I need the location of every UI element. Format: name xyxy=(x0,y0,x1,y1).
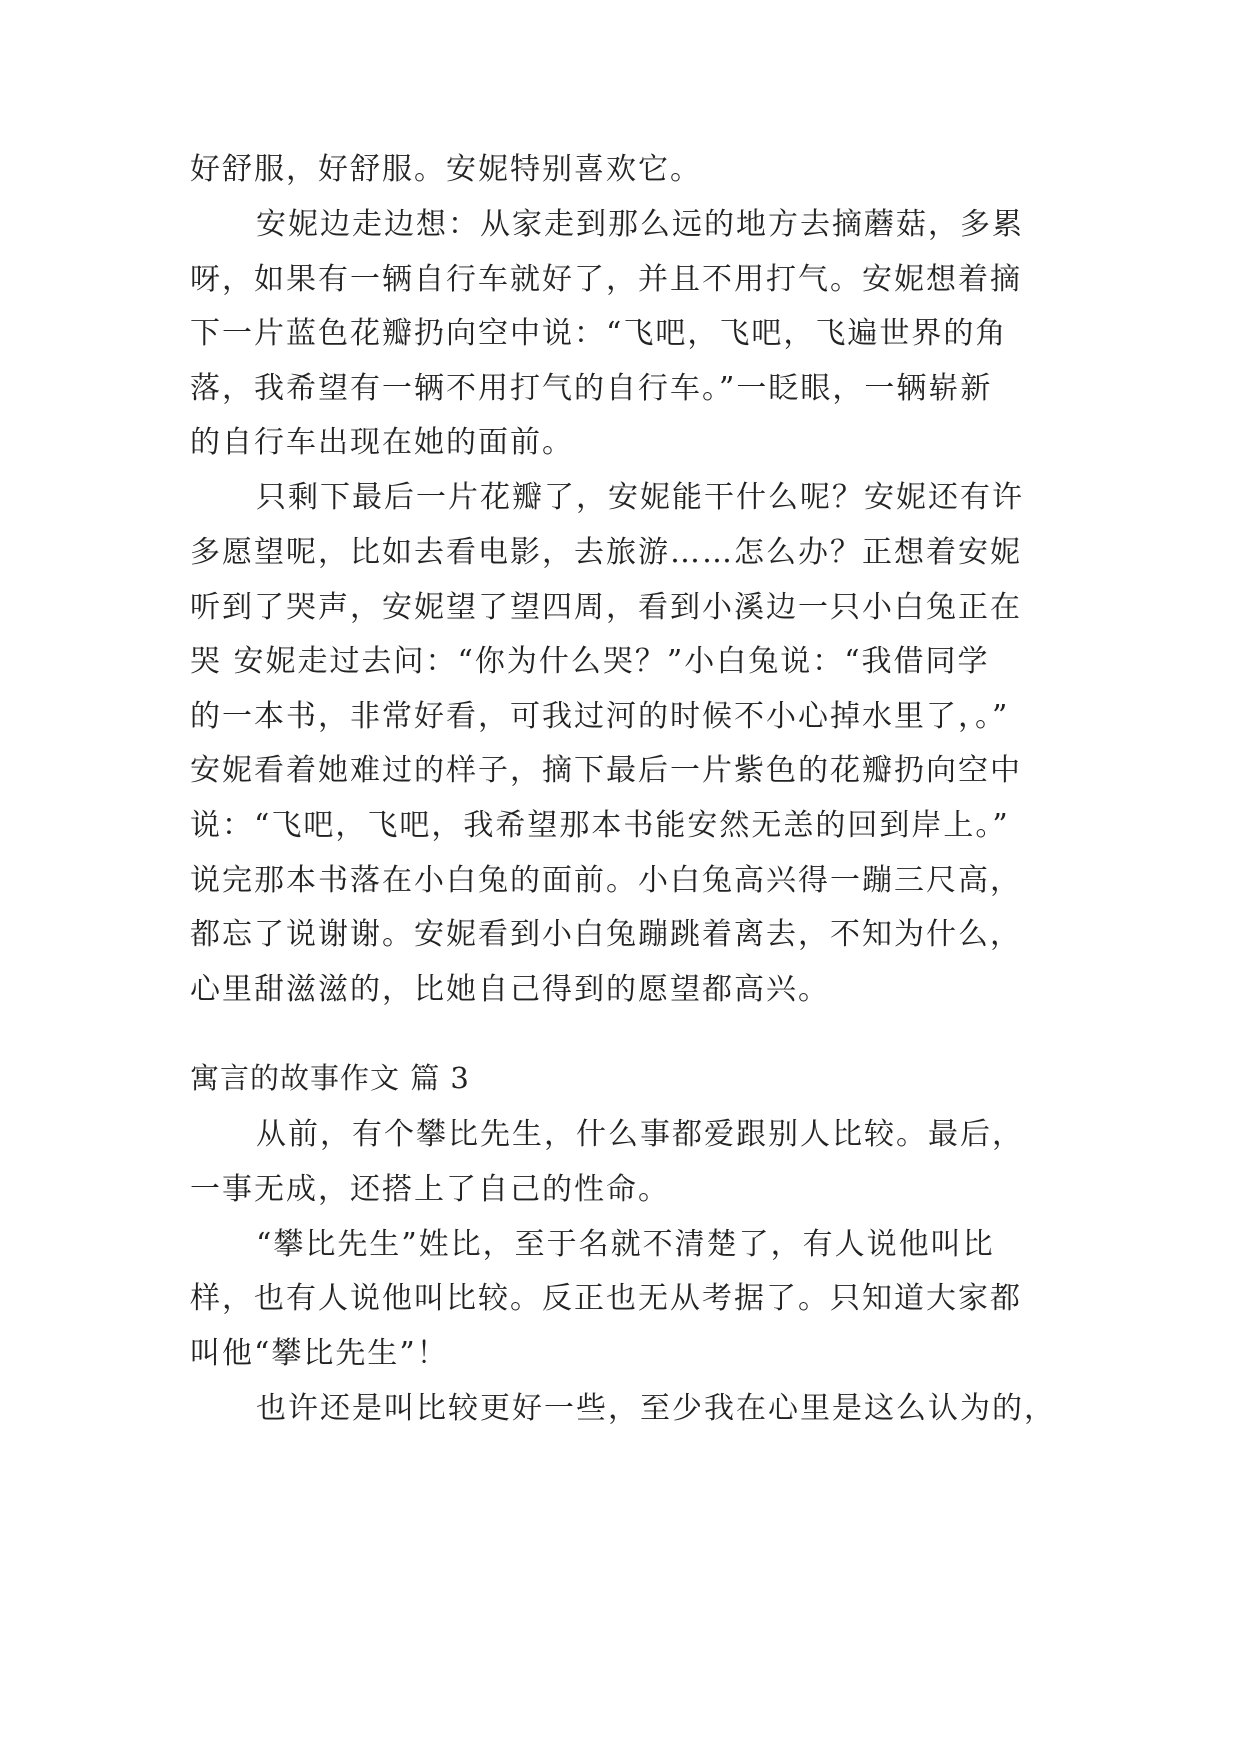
paragraph-start: “攀比先生”姓比，至于名就不清楚了，有人说他叫比 xyxy=(256,1227,995,1262)
paragraph-start: 也许还是叫比较更好一些，至少我在心里是这么认为的， xyxy=(256,1391,1056,1426)
paragraph-start: 安妮边走边想：从家走到那么远的地方去摘蘑菇，多累 xyxy=(256,207,1024,242)
paragraph-start: 只剩下最后一片花瓣了，安妮能干什么呢？安妮还有许 xyxy=(256,480,1024,515)
paragraph-start: 从前，有个攀比先生，什么事都爱跟别人比较。最后， xyxy=(256,1117,1024,1152)
text-line: 都忘了说谢谢。安妮看到小白兔蹦跳着离去，不知为什么， xyxy=(190,917,1022,952)
text-line: 安妮看着她难过的样子，摘下最后一片紫色的花瓣扔向空中 xyxy=(190,753,1022,788)
text-line: 心里甜滋滋的，比她自己得到的愿望都高兴。 xyxy=(190,972,830,1007)
text-line: 说：“飞吧，飞吧，我希望那本书能安然无恙的回到岸上。” xyxy=(190,808,1010,843)
section-heading: 寓言的故事作文 篇 3 xyxy=(190,1061,470,1095)
text-line: 叫他“攀比先生”！ xyxy=(190,1336,449,1371)
text-line: 好舒服，好舒服。安妮特别喜欢它。 xyxy=(190,152,702,187)
text-line: 的自行车出现在她的面前。 xyxy=(190,425,574,460)
text-line: 听到了哭声，安妮望了望四周，看到小溪边一只小白兔正在 xyxy=(190,590,1022,625)
text-line: 的一本书，非常好看，可我过河的时候不小心掉水里了，。” xyxy=(190,699,1010,734)
text-line: 样，也有人说他叫比较。反正也无从考据了。只知道大家都 xyxy=(190,1281,1022,1316)
text-line: 下一片蓝色花瓣扔向空中说：“飞吧，飞吧，飞遍世界的角 xyxy=(190,316,1008,351)
text-line: 说完那本书落在小白兔的面前。小白兔高兴得一蹦三尺高， xyxy=(190,863,1022,898)
text-line: 落，我希望有一辆不用打气的自行车。”一眨眼，一辆崭新 xyxy=(190,371,993,406)
text-line: 哭 安妮走过去问：“你为什么哭？”小白兔说：“我借同学 xyxy=(190,644,990,679)
text-line: 一事无成，还搭上了自己的性命。 xyxy=(190,1172,670,1207)
text-line: 呀，如果有一辆自行车就好了，并且不用打气。安妮想着摘 xyxy=(190,262,1022,297)
text-line: 多愿望呢，比如去看电影，去旅游……怎么办？正想着安妮 xyxy=(190,535,1022,570)
